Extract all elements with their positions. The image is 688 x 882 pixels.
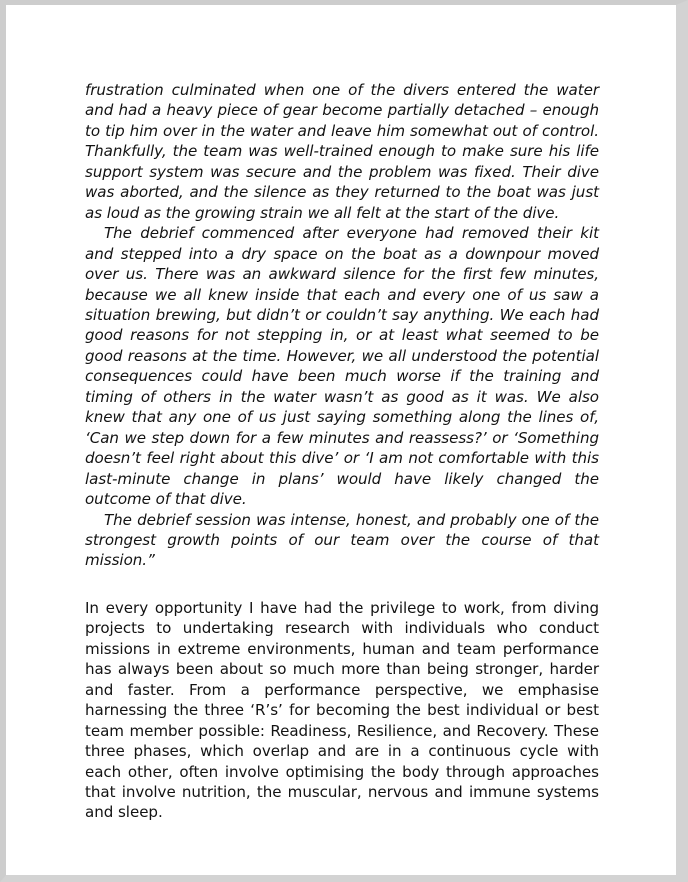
page-content-area bbox=[6, 5, 676, 875]
quoted-paragraph-1: frustration culminated when one of the divers entered the water and had a heavy piece of gear become partially detached – enough to tip him over in the water and leave him somewhat out of control. Thankfully, the team was well-trained enough to make sure his life support system was secure and the problem was fixed. Their dive was aborted, and the silence as they returned to the boat was just as loud as the growing strain we all felt at the start of the dive. bbox=[85, 81, 599, 222]
body-paragraph-1: In every opportunity I have had the privilege to work, from diving projects to undertaking research with individuals who conduct missions in extreme environments, human and team performance has always been about so much more than being stronger, harder and faster. From a performance perspective, we emphasise harnessing the three ‘R’s’ for becoming the best individual or best team member possible: Readiness, Resilience, and Recovery. These three phases, which overlap and are in a continuous cycle with each other, often involve optimising the body through approaches that involve nutrition, the muscular, nervous and immune systems and sleep. bbox=[85, 598, 599, 822]
quoted-paragraph-2: The debrief commenced after everyone had removed their kit and stepped into a dry space on the boat as a downpour moved over us. There was an awkward silence for the first few minutes, because we all knew inside that each and every one of us saw a situation brewing, but didn’t or couldn’t say anything. We each had good reasons for not stepping in, or at least what seemed to be good reasons at the time. However, we all understood the potential consequences could have been much worse if the training and timing of others in the water wasn’t as good as it was. We also knew that any one of us just saying something along the lines of, ‘Can we step down for a few minutes and reassess?’ or ‘Something doesn’t feel right about this dive’ or ‘I am not comfortable with this last-minute change in plans’ would have likely changed the outcome of that dive. bbox=[85, 224, 599, 509]
paragraph-spacer bbox=[85, 571, 599, 598]
text-column bbox=[85, 80, 599, 823]
quoted-paragraph-3: The debrief session was intense, honest, and probably one of the strongest growth points of our team over the course of that mission.” bbox=[85, 510, 599, 570]
